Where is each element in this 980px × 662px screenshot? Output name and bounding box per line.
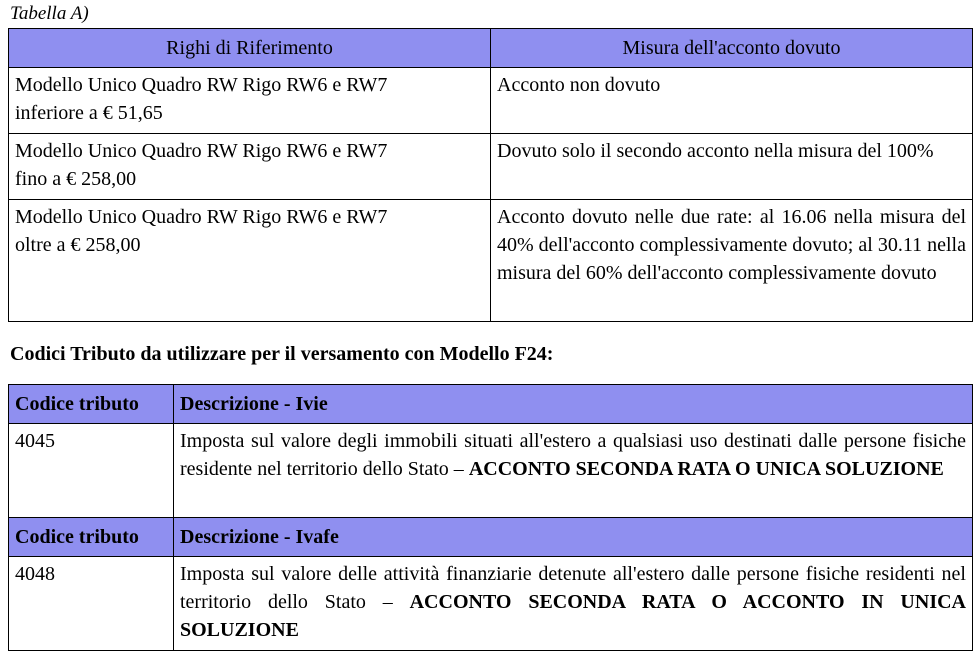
table-row [9, 68, 973, 134]
ref-line1: Modello Unico Quadro RW Rigo RW6 e RW7 [15, 140, 388, 162]
table-caption: Tabella A) [10, 3, 89, 24]
table-header-row [9, 385, 973, 424]
ref-line2: inferiore a € 51,65 [15, 102, 163, 124]
description-text: Imposta sul valore degli immobili situati all'estero a qualsiasi uso destinati dalle persone fisiche residente nel territorio dello Stato – [180, 430, 966, 480]
header-codice: Codice tributo [9, 385, 174, 424]
header-misura: Misura dell'acconto dovuto [491, 29, 973, 68]
ref-cell [9, 68, 491, 134]
table-header-row [9, 29, 973, 68]
description-cell [174, 557, 973, 651]
description-bold: ACCONTO SECONDA RATA O UNICA SOLUZIONE [468, 458, 944, 480]
misura-cell: Dovuto solo il secondo acconto nella misura del 100% [491, 134, 973, 200]
ref-cell [9, 200, 491, 322]
codici-tributo-table [8, 384, 973, 651]
ref-line2: oltre a € 258,00 [15, 234, 141, 256]
reference-table [8, 28, 973, 322]
description-bold: ACCONTO SECONDA RATA O ACCONTO IN UNICA SOLUZIONE [180, 591, 966, 641]
code-cell: 4048 [9, 557, 174, 651]
table-row [9, 200, 973, 322]
section-heading: Codici Tributo da utilizzare per il versamento con Modello F24: [10, 343, 554, 365]
header-codice: Codice tributo [9, 518, 174, 557]
header-righi: Righi di Riferimento [9, 29, 491, 68]
ref-line1: Modello Unico Quadro RW Rigo RW6 e RW7 [15, 74, 388, 96]
misura-cell: Acconto dovuto nelle due rate: al 16.06 nella misura del 40% dell'acconto complessivamente dovuto; al 30.11 nella misura del 60% dell'acconto complessivamente dovuto [491, 200, 973, 322]
ref-cell [9, 134, 491, 200]
misura-cell: Acconto non dovuto [491, 68, 973, 134]
header-descrizione: Descrizione - Ivafe [174, 518, 973, 557]
description-text: Imposta sul valore delle attività finanziarie detenute all'estero dalle persone fisiche residenti nel territorio dello Stato – [180, 563, 966, 613]
table-row [9, 134, 973, 200]
table-row [9, 557, 973, 651]
header-descrizione: Descrizione - Ivie [174, 385, 973, 424]
table-row [9, 424, 973, 518]
description-cell [174, 424, 973, 518]
table-header-row [9, 518, 973, 557]
code-cell: 4045 [9, 424, 174, 518]
ref-line1: Modello Unico Quadro RW Rigo RW6 e RW7 [15, 206, 388, 228]
ref-line2: fino a € 258,00 [15, 168, 137, 190]
